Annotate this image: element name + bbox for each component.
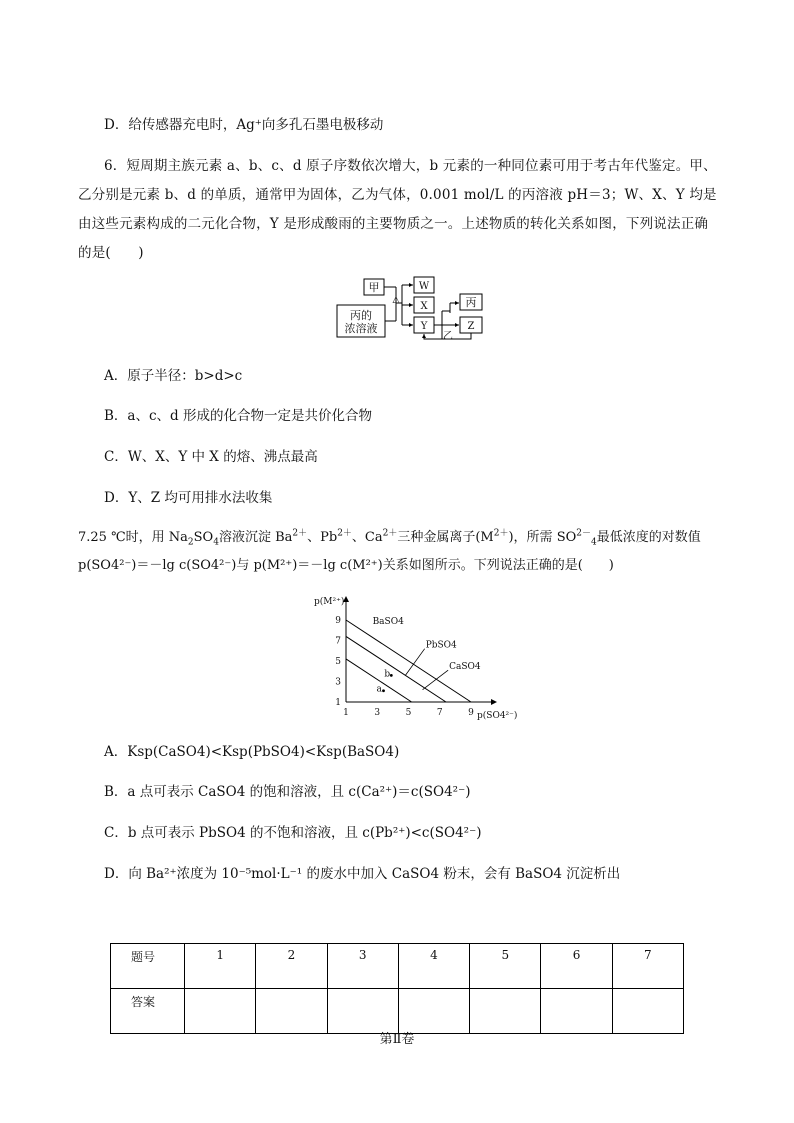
table-answer-label: 答案 <box>111 989 185 1034</box>
heat-symbol: △ <box>392 295 400 305</box>
node-Z: Z <box>467 321 475 332</box>
y-tick-label: 7 <box>335 636 341 647</box>
q7-option-a: A．Ksp(CaSO4)<Ksp(PbSO4)<Ksp(BaSO4) <box>104 744 400 760</box>
series-line-CaSO4 <box>346 659 412 702</box>
q7-option-c: C．b 点可表示 PbSO4 的不饱和溶液，且 c(Pb²⁺)<c(SO4²⁻) <box>104 825 482 841</box>
point-label-a: a <box>376 684 382 695</box>
series-label-PbSO4: PbSO4 <box>425 640 457 651</box>
q7-stem-line1: 7.25 ℃时，用 $Na_2SO_4$溶液沉淀 $Ba^{2+}$、$Pb^{2+}$、$Ca^{2+}$三种金属离子$(M^{2+})$，所需 $SO^{2-}_4$最低浓度的对数值 <box>78 528 701 548</box>
q6-option-c: C．W、X、Y 中 X 的熔、沸点最高 <box>104 449 318 465</box>
table-row-numbers <box>111 944 684 989</box>
q5-option-d: D．给传感器充电时，Ag⁺向多孔石墨电极移动 <box>104 117 384 133</box>
x-axis-arrow <box>491 699 497 705</box>
answer-cell-3[interactable] <box>327 989 398 1034</box>
section-footer: 第Ⅱ卷 <box>379 1032 415 1047</box>
x-tick-label: 3 <box>374 708 381 718</box>
y-tick-label: 3 <box>335 677 341 688</box>
node-bing-line1: 丙的 <box>350 309 372 322</box>
table-cell-number: 7 <box>612 944 683 989</box>
node-bing: 丙 <box>465 296 477 309</box>
series-leader-PbSO4 <box>405 649 424 676</box>
series-line-BaSO4 <box>346 620 471 702</box>
node-Y: Y <box>420 321 428 332</box>
q7-stem-line2: p(SO4²⁻)＝－lg c(SO4²⁻)与 p(M²⁺)＝－lg c(M²⁺)关系如图所示。下列说法正确的是( ) <box>78 558 614 573</box>
table-cell-number: 6 <box>541 944 612 989</box>
q6-transformation-diagram <box>330 273 490 345</box>
series-label-CaSO4: CaSO4 <box>449 662 481 673</box>
point-b <box>390 674 393 677</box>
y-tick-label: 5 <box>335 657 341 667</box>
table-cell-number: 4 <box>398 944 469 989</box>
answer-cell-7[interactable] <box>612 989 683 1034</box>
q6-stem: 6．短周期主族元素 a、b、c、d 原子序数依次增大，b 元素的一种同位素可用于考古年代鉴定。甲、乙分别是元素 b、d 的单质，通常甲为固体，乙为气体，0.001 mol/L 的丙溶液 pH＝3；W、X、Y 均是由这些元素构成的二元化合物，Y 是形成酸雨的主要物质之一。上述物质的转化关系如图，下列说法正确的是( ) <box>78 158 717 261</box>
x-tick-label: 9 <box>468 708 474 718</box>
q6-option-d: D．Y、Z 均可用排水法收集 <box>104 490 273 506</box>
q6-option-a: A．原子半径：b>d>c <box>104 368 243 384</box>
arrow-label-yi: 乙 <box>443 331 453 342</box>
q6-option-b: B．a、c、d 形成的化合物一定是共价化合物 <box>104 408 372 424</box>
table-row-answers <box>111 989 684 1034</box>
q7-option-d: D．向 Ba²⁺浓度为 10⁻⁵mol·L⁻¹ 的废水中加入 CaSO4 粉末，会有 BaSO4 沉淀析出 <box>104 866 621 882</box>
x-axis-label: p(SO4²⁻) <box>477 711 518 721</box>
x-tick-label: 1 <box>343 708 349 718</box>
answer-cell-1[interactable] <box>185 989 256 1034</box>
table-cell-number: 3 <box>327 944 398 989</box>
table-cell-number: 1 <box>185 944 256 989</box>
table-cell-number: 5 <box>470 944 541 989</box>
y-tick-label: 9 <box>335 616 341 626</box>
answer-cell-2[interactable] <box>256 989 327 1034</box>
x-tick-label: 7 <box>436 708 443 718</box>
node-X: X <box>420 301 428 312</box>
series-label-BaSO4: BaSO4 <box>372 617 404 628</box>
table-cell-number: 2 <box>256 944 327 989</box>
node-W: W <box>418 281 430 292</box>
point-label-b: b <box>384 669 391 680</box>
node-jia: 甲 <box>368 281 380 294</box>
y-axis-label: p(M²⁺) <box>314 597 345 607</box>
answer-cell-4[interactable] <box>398 989 469 1034</box>
answer-cell-6[interactable] <box>541 989 612 1034</box>
answer-table <box>110 943 684 1034</box>
y-tick-label: 1 <box>335 698 341 708</box>
node-bing-line2: 浓溶液 <box>344 322 378 335</box>
x-tick-label: 5 <box>405 708 412 718</box>
q7-option-b: B．a 点可表示 CaSO4 的饱和溶液，且 c(Ca²⁺)＝c(SO4²⁻) <box>104 784 471 800</box>
table-header-label: 题号 <box>111 944 185 989</box>
answer-cell-5[interactable] <box>470 989 541 1034</box>
point-a <box>382 689 385 692</box>
ksp-chart <box>308 592 518 724</box>
